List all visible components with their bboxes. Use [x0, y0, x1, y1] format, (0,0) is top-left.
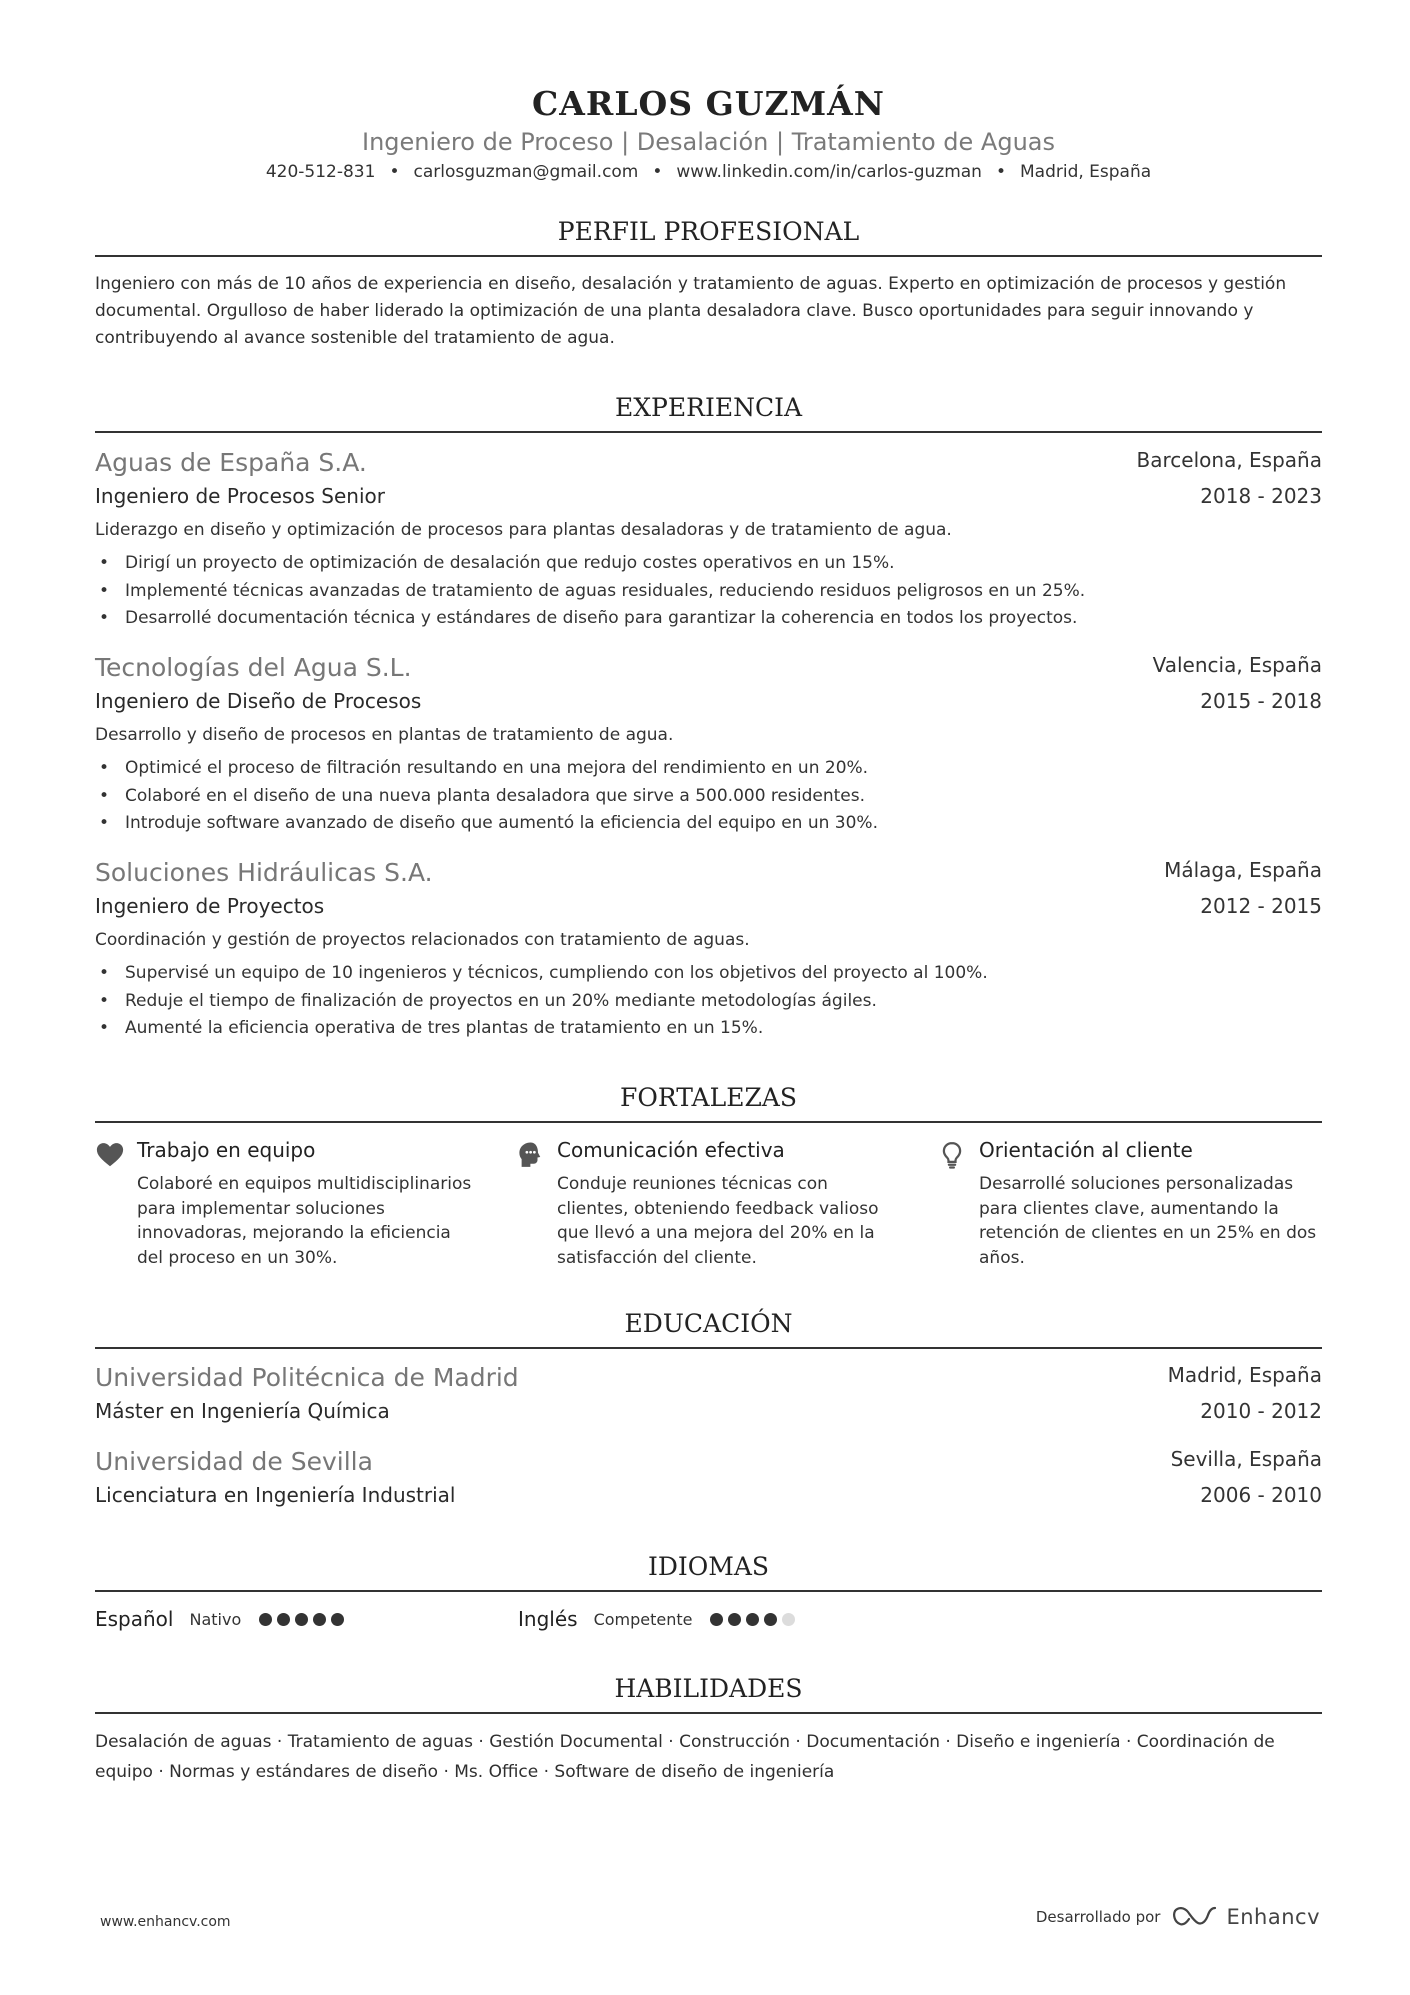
job-bullets	[95, 960, 1322, 1043]
bullet-item: • Dirigí un proyecto de optimización de desalación que redujo costes operativos en un 15%.	[95, 550, 1322, 578]
enhancv-logo-icon	[1172, 1905, 1218, 1929]
school-location: Madrid, España	[1167, 1363, 1322, 1387]
company-name: Tecnologías del Agua S.L.	[95, 653, 412, 682]
bullet-item: • Optimicé el proceso de filtración resultando en una mejora del rendimiento en un 20%.	[95, 755, 1322, 783]
language-item	[95, 1607, 349, 1631]
job-location: Valencia, España	[1152, 653, 1322, 677]
rating-dot-filled	[295, 1613, 308, 1626]
job-location: Barcelona, España	[1136, 448, 1322, 472]
linkedin-link[interactable]: www.linkedin.com/in/carlos-guzman	[676, 162, 982, 182]
job-role: Ingeniero de Procesos Senior	[95, 484, 385, 508]
job-dates: 2015 - 2018	[1200, 689, 1322, 713]
contact-line	[95, 162, 1322, 182]
job-description: Coordinación y gestión de proyectos relacionados con tratamiento de aguas.	[95, 930, 750, 950]
rating-dot-filled	[728, 1613, 741, 1626]
rating-dot-empty	[782, 1613, 795, 1626]
section-title-skills: HABILIDADES	[95, 1674, 1322, 1714]
job-dates: 2012 - 2015	[1200, 894, 1322, 918]
section-title-languages: IDIOMAS	[95, 1552, 1322, 1592]
bullet-item: • Reduje el tiempo de finalización de proyectos en un 20% mediante metodologías ágiles.	[95, 988, 1322, 1016]
bullet-item: • Supervisé un equipo de 10 ingenieros y técnicos, cumpliendo con los objetivos del proyecto al 100%.	[95, 960, 1322, 988]
rating-dot-filled	[764, 1613, 777, 1626]
candidate-headline: Ingeniero de Proceso | Desalación | Tratamiento de Aguas	[362, 128, 1055, 156]
language-level: Nativo	[189, 1609, 242, 1629]
strength-description: Conduje reuniones técnicas con clientes, obteniendo feedback valioso que llevó a una mejora del 20% en la satisfacción del cliente.	[557, 1174, 879, 1268]
separator: •	[995, 162, 1006, 182]
education-dates: 2006 - 2010	[1200, 1483, 1322, 1507]
rating-dot-filled	[277, 1613, 290, 1626]
job-role: Ingeniero de Proyectos	[95, 894, 325, 918]
experience-entry	[95, 448, 1322, 628]
job-role: Ingeniero de Diseño de Procesos	[95, 689, 422, 713]
education-entry	[95, 1447, 1322, 1507]
section-title-education: EDUCACIÓN	[95, 1309, 1322, 1349]
rating-dot-filled	[313, 1613, 326, 1626]
education-entry	[95, 1363, 1322, 1423]
candidate-name: CARLOS GUZMÁN	[532, 84, 885, 123]
experience-entry	[95, 858, 1322, 1038]
bullet-item: • Introduje software avanzado de diseño que aumentó la eficiencia del equipo en un 30%.	[95, 810, 1322, 838]
school-name: Universidad Politécnica de Madrid	[95, 1363, 519, 1392]
skills-list: Desalación de aguas · Tratamiento de aguas · Gestión Documental · Construcción · Documentación · Diseño e ingeniería · Coordinación de equipo · Normas y estándares de diseño · Ms. Office · Software de diseño de ingeniería	[95, 1732, 1275, 1782]
job-dates: 2018 - 2023	[1200, 484, 1322, 508]
school-name: Universidad de Sevilla	[95, 1447, 373, 1476]
section-title-experience: EXPERIENCIA	[95, 393, 1322, 433]
strength-description: Desarrollé soluciones personalizadas para clientes clave, aumentando la retención de clientes en un 25% en dos años.	[979, 1174, 1317, 1268]
location: Madrid, España	[1019, 162, 1152, 182]
footer-branding[interactable]	[1036, 1905, 1320, 1929]
profile-summary: Ingeniero con más de 10 años de experiencia en diseño, desalación y tratamiento de aguas. Experto en optimización de procesos y gestión documental. Orgulloso de haber liderado la optimización de una planta desaladora clave. Busco oportunidades para seguir innovando y contribuyendo al avance sostenible del tratamiento de agua.	[95, 274, 1287, 348]
school-location: Sevilla, España	[1170, 1447, 1322, 1471]
language-rating	[710, 1613, 800, 1626]
language-name: Inglés	[518, 1607, 578, 1631]
brand-name: Enhancv	[1226, 1905, 1320, 1929]
rating-dot-filled	[710, 1613, 723, 1626]
language-item	[518, 1607, 800, 1631]
company-name: Aguas de España S.A.	[95, 448, 367, 477]
head-chat-icon	[515, 1140, 545, 1170]
phone: 420-512-831	[265, 162, 376, 182]
powered-by-label: Desarrollado por	[1035, 1908, 1161, 1926]
degree: Máster en Ingeniería Química	[95, 1399, 390, 1423]
strength-description: Colaboré en equipos multidisciplinarios para implementar soluciones innovadoras, mejorando la eficiencia del proceso en un 30%.	[137, 1174, 472, 1268]
rating-dot-filled	[259, 1613, 272, 1626]
experience-entry	[95, 653, 1322, 833]
rating-dot-filled	[331, 1613, 344, 1626]
job-bullets	[95, 755, 1322, 838]
job-bullets	[95, 550, 1322, 633]
section-title-strengths: FORTALEZAS	[95, 1083, 1322, 1123]
bullet-item: • Implementé técnicas avanzadas de tratamiento de aguas residuales, reduciendo residuos peligrosos en un 25%.	[95, 578, 1322, 606]
rating-dot-filled	[746, 1613, 759, 1626]
bullet-item: • Colaboré en el diseño de una nueva planta desaladora que sirve a 500.000 residentes.	[95, 783, 1322, 811]
job-description: Desarrollo y diseño de procesos en plantas de tratamiento de agua.	[95, 725, 674, 745]
footer-website-link[interactable]: www.enhancv.com	[100, 1914, 231, 1930]
lightbulb-icon	[937, 1140, 967, 1170]
job-description: Liderazgo en diseño y optimización de procesos para plantas desaladoras y de tratamiento de agua.	[95, 520, 952, 540]
job-location: Málaga, España	[1164, 858, 1322, 882]
separator: •	[389, 162, 400, 182]
email-link[interactable]: carlosguzman@gmail.com	[413, 162, 639, 182]
separator: •	[652, 162, 663, 182]
strength-title: Trabajo en equipo	[137, 1138, 316, 1162]
strength-title: Comunicación efectiva	[557, 1138, 785, 1162]
section-title-profile: PERFIL PROFESIONAL	[95, 217, 1322, 257]
language-level: Competente	[593, 1609, 693, 1629]
language-rating	[259, 1613, 349, 1626]
education-dates: 2010 - 2012	[1200, 1399, 1322, 1423]
heart-icon	[95, 1140, 125, 1170]
language-name: Español	[95, 1607, 174, 1631]
strength-title: Orientación al cliente	[979, 1138, 1193, 1162]
degree: Licenciatura en Ingeniería Industrial	[95, 1483, 456, 1507]
bullet-item: • Aumenté la eficiencia operativa de tres plantas de tratamiento en un 15%.	[95, 1015, 1322, 1043]
company-name: Soluciones Hidráulicas S.A.	[95, 858, 433, 887]
bullet-item: • Desarrollé documentación técnica y estándares de diseño para garantizar la coherencia en todos los proyectos.	[95, 605, 1322, 633]
